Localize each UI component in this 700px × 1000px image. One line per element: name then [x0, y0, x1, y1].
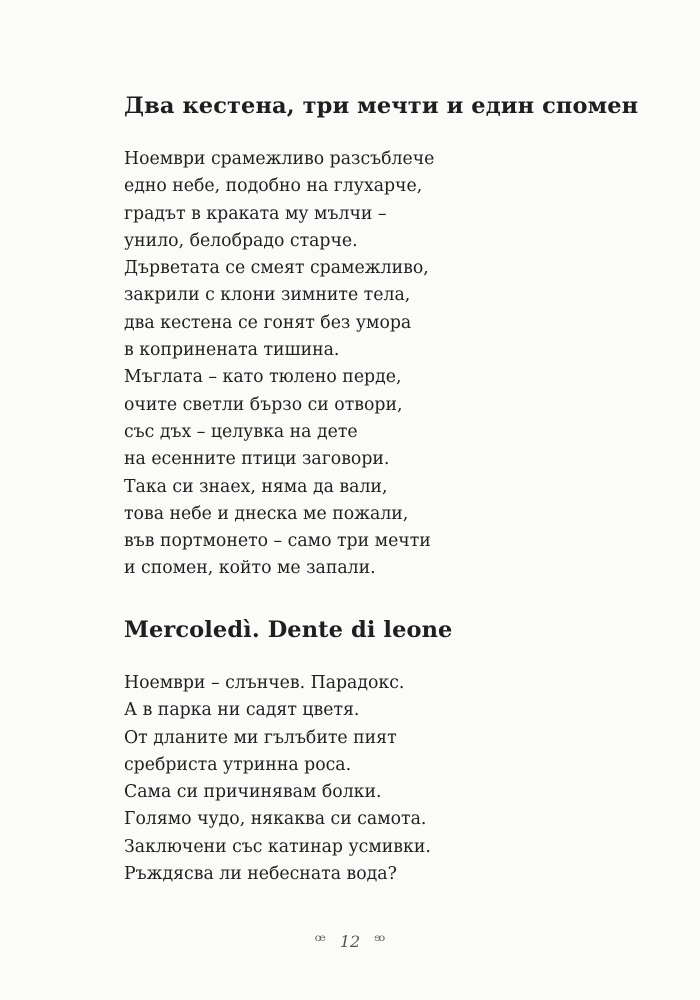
- poem-line: Ноември – слънчев. Парадокс.: [124, 673, 405, 693]
- poem-line: това небе и днеска ме пожали,: [124, 503, 409, 524]
- poem-verse: [124, 146, 638, 583]
- poem-title: Два кестена, три мечти и един спомен: [124, 93, 639, 119]
- poem-line: Мъглата – като тюлено перде,: [124, 367, 402, 388]
- poem-line: Така си знаех, няма да вали,: [124, 476, 388, 497]
- poem: [124, 610, 452, 888]
- page-footer: [0, 930, 700, 954]
- page-number: 12: [339, 932, 361, 951]
- poem-line: в копринената тишина.: [124, 340, 340, 361]
- poem-line: и спомен, който ме запали.: [124, 558, 376, 579]
- poem-line: унило, белобрадо старче.: [124, 230, 358, 251]
- poem-line: очите светли бързо си отвори,: [124, 394, 403, 415]
- poem-line: Заключени със катинар усмивки.: [124, 836, 431, 857]
- poem-line: Ноември срамежливо разсъблече: [124, 149, 435, 169]
- poem-verse: [124, 670, 452, 888]
- poem-line: Дърветата се смеят срамежливо,: [124, 258, 429, 279]
- ornament-left-icon: ꟹ: [314, 931, 326, 952]
- poem-line: два кестена се гонят без умора: [124, 312, 412, 333]
- poem-line: градът в краката му мълчи –: [124, 203, 387, 224]
- poem-line: Ръждясва ли небесната вода?: [124, 864, 397, 885]
- poem-line: закрили с клони зимните тела,: [124, 285, 411, 306]
- poem-line: сребриста утринна роса.: [124, 754, 352, 775]
- poem-line: едно небе, подобно на глухарче,: [124, 176, 423, 197]
- poem-line: във портмонето – само три мечти: [124, 531, 431, 552]
- poem-line: А в парка ни садят цветя.: [124, 700, 360, 721]
- poem: [124, 86, 638, 583]
- ornament-right-icon: ꟹ: [374, 931, 386, 952]
- poem-line: От дланите ми гълъбите пият: [124, 727, 397, 748]
- poem-line: Голямо чудо, някаква си самота.: [124, 809, 427, 830]
- poem-line: със дъх – целувка на дете: [124, 421, 358, 442]
- poem-title: Mercoledì. Dente di leone: [124, 617, 453, 643]
- poem-line: на есенните птици заговори.: [124, 449, 390, 470]
- poem-line: Сама си причинявам болки.: [124, 782, 382, 803]
